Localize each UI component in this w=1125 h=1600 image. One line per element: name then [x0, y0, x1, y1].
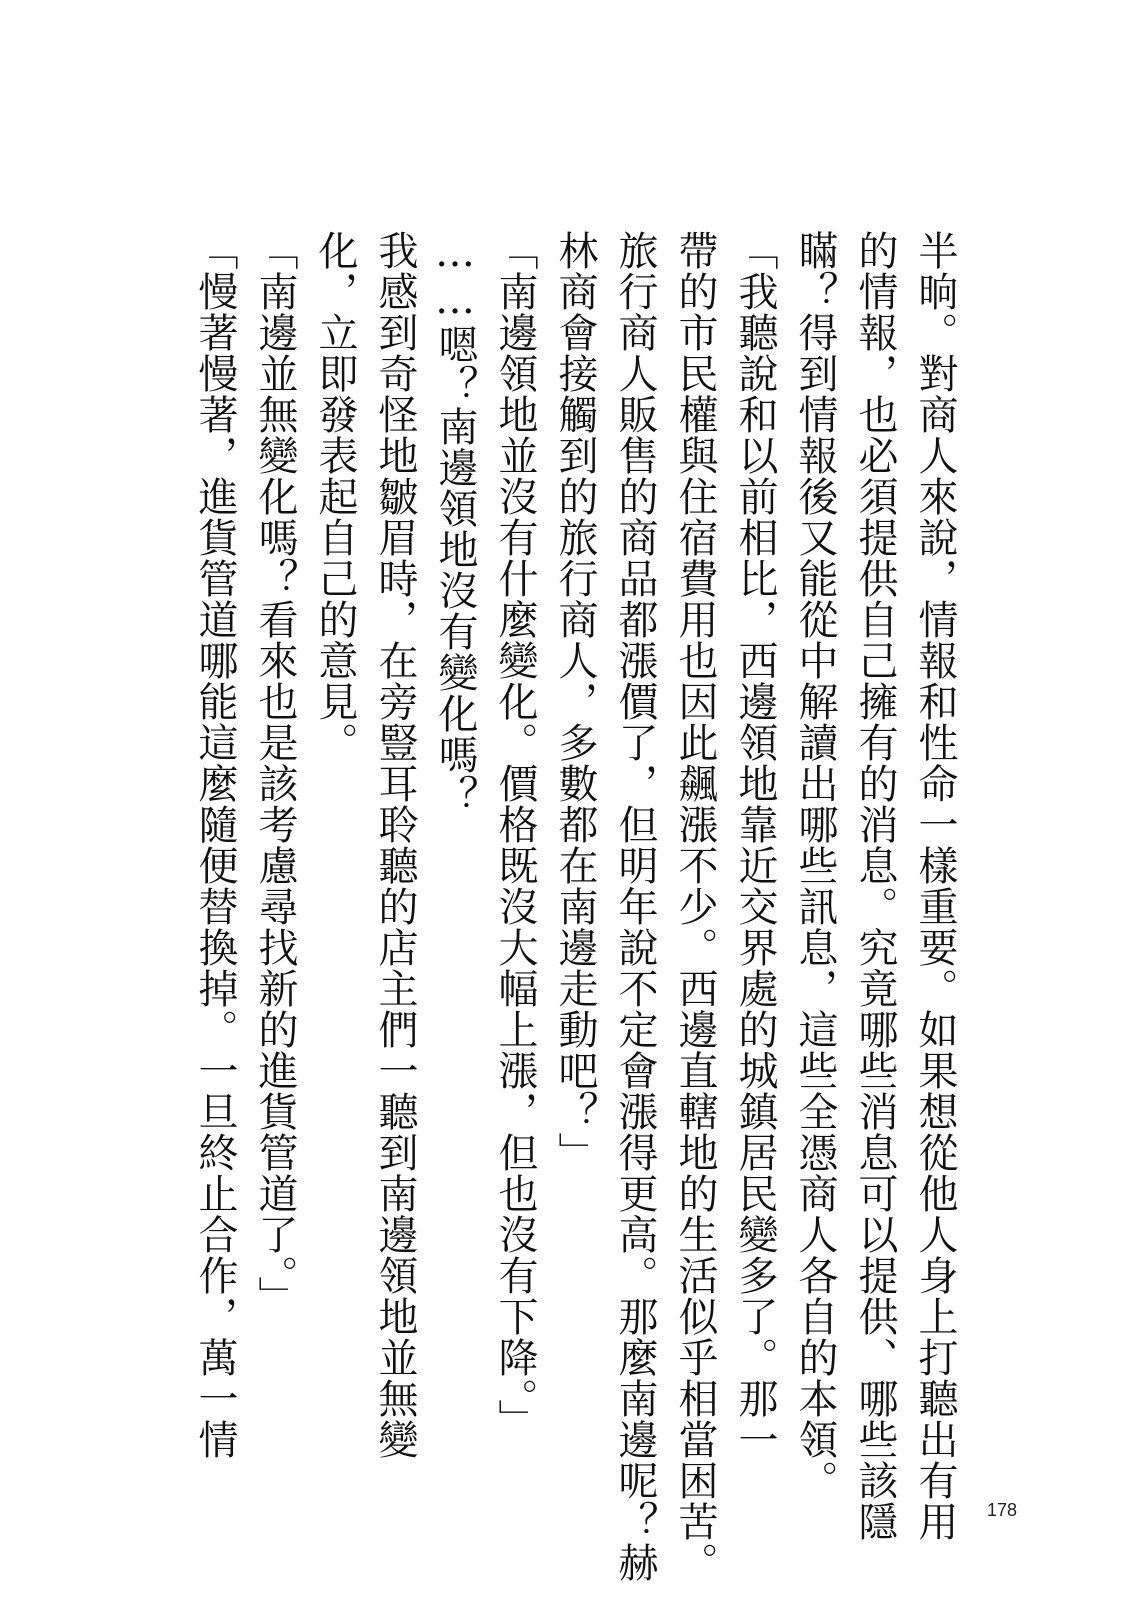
- text-line-7: 林商會接觸到的旅行商人，多數都在南邊走動吧？」: [552, 230, 598, 1173]
- text-line-8: 「南邊領地並沒有什麼變化。價格既沒大幅上漲，但也沒有下降。」: [492, 230, 538, 1440]
- vertical-text-block: [192, 230, 965, 1583]
- text-line-13: 「慢著慢著，進貨管道哪能這麼隨便替換掉。一旦終止合作，萬一情: [192, 230, 238, 1460]
- text-line-2: 的情報，也必須提供自己擁有的消息。究竟哪些消息可以提供、哪些該隱: [852, 230, 898, 1542]
- text-line-3: 瞞？得到情報後又能從中解讀出哪些訊息，這些全憑商人各自的本領。: [792, 230, 838, 1501]
- text-line-10: 我感到奇怪地皺眉時，在旁豎耳聆聽的店主們一聽到南邊領地並無變: [372, 230, 418, 1460]
- text-line-6: 旅行商人販售的商品都漲價了，但明年說不定會漲得更高。那麼南邊呢？赫: [612, 230, 658, 1583]
- text-line-9: ……嗯？南邊領地沒有變化嗎？: [432, 230, 478, 816]
- page-number: 178: [986, 1500, 1017, 1520]
- text-line-1: 半晌。對商人來說，情報和性命一樣重要。如果想從他人身上打聽出有用: [912, 230, 958, 1542]
- text-line-5: 帶的市民權與住宿費用也因此飆漲不少。西邊直轄地的生活似乎相當困苦。: [672, 230, 718, 1583]
- text-line-11: 化，立即發表起自己的意見。: [312, 230, 358, 763]
- text-line-4: 「我聽說和以前相比，西邊領地靠近交界處的城鎮居民變多了。那一: [732, 230, 778, 1460]
- text-line-12: 「南邊並無變化嗎？看來也是該考慮尋找新的進貨管道了。」: [252, 230, 298, 1317]
